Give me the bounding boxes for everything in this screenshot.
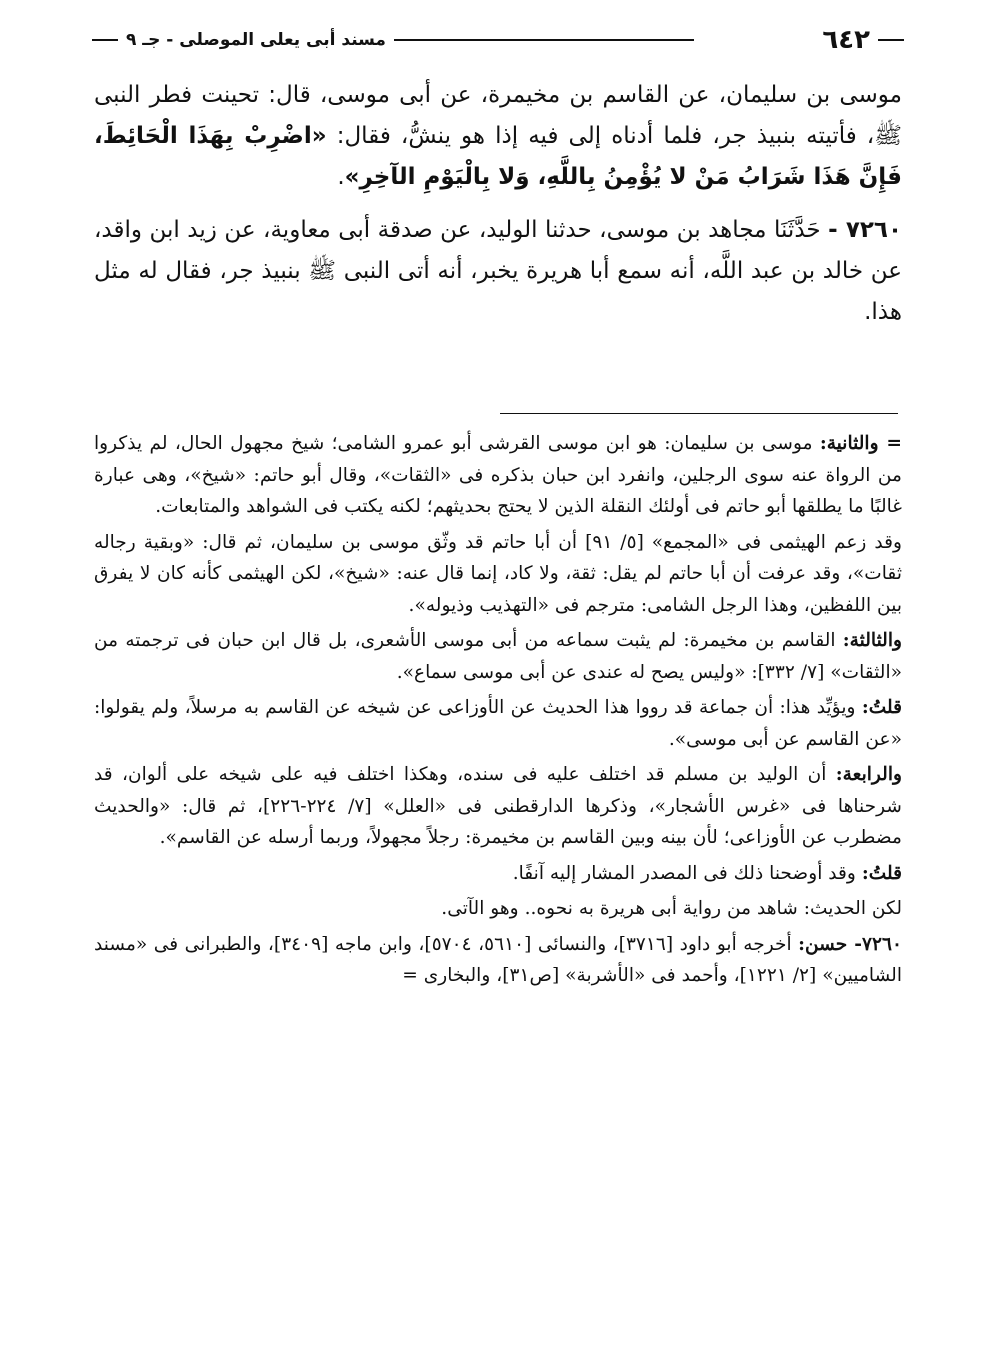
header-title-group xyxy=(92,30,694,50)
footnote-lead: والرابعة: xyxy=(835,764,902,785)
footnote-paragraph xyxy=(94,929,902,992)
footnote-lead: = والثانية: xyxy=(819,433,902,454)
header-rule xyxy=(394,39,694,41)
footnote-paragraph xyxy=(94,428,902,523)
footnote-paragraph xyxy=(94,692,902,755)
hadith-paragraph xyxy=(94,210,902,333)
footnote-text: أن الوليد بن مسلم قد اختلف عليه فى سنده، وهكذا اختلف فيه على شيخه على ألوان، قد شرحناها فى «غرس الأشجار»، وذكرها الدارقطنى فى «العلل» [٧/ ٢٢٤-٢٢٦]، ثم قال: «والحديث مضطرب عن الأوزاعى؛ لأن بينه وبين القاسم بن مخيمرة: رجلاً مجهولاً، وربما أرسله عن القاسم». xyxy=(94,764,902,848)
footnote-text: لكن الحديث: شاهد من رواية أبى هريرة به نحوه.. وهو الآتى. xyxy=(441,898,902,919)
footnote-text: ويؤيِّد هذا: أن جماعة قد رووا هذا الحديث عن الأوزاعى عن شيخه عن القاسم به مرسلاً، ولم يقولوا: «عن القاسم عن أبى موسى». xyxy=(94,697,902,750)
footnote-paragraph xyxy=(94,759,902,854)
footnote-paragraph xyxy=(94,893,902,925)
footnote-paragraph xyxy=(94,527,902,622)
footnote-text: القاسم بن مخيمرة: لم يثبت سماعه من أبى موسى الأشعرى، بل قال ابن حبان فى ترجمته من «الثقات» [٧/ ٣٣٢]: «وليس يصح له عندى عن أبى موسى سماع». xyxy=(94,630,902,683)
page-number: ٦٤٢ xyxy=(822,25,870,55)
footnote-text: أخرجه أبو داود [٣٧١٦]، والنسائى [٥٦١٠، ٥٧٠٤]، وابن ماجه [٣٤٠٩]، والطبرانى فى «مسند الشاميين» [٢/ ١٢٢١]، وأحمد فى «الأشربة» [ص٣١]، والبخارى = xyxy=(94,933,902,986)
header-dash xyxy=(92,39,118,41)
footnote-paragraph xyxy=(94,625,902,688)
hadith-body: حَدَّثَنَا مجاهد بن موسى، حدثنا الوليد، عن صدقة أبى معاوية، عن زيد ابن واقد، عن خالد بن عبد اللَّه، أنه سمع أبا هريرة يخبر، أنه أتى النبى ﷺ بنبيذ جر، فقال له مثل هذا. xyxy=(94,217,902,325)
running-title: مسند أبى يعلى الموصلى - جـ ٩ xyxy=(126,30,386,50)
hadith-text xyxy=(94,75,902,333)
hadith-matn: «اضْرِبْ بِهَذَا الْحَائِطَ، فَإِنَّ هَذَا شَرَابُ مَنْ لا يُؤْمِنُ بِاللَّهِ، وَلا بِالْيَوْمِ الآخِرِ» xyxy=(94,123,902,190)
isnad-text: موسى بن سليمان، عن القاسم بن مخيمرة، عن أبى موسى، قال: تحينت فطر النبى ﷺ، فأتيته بنبيذ جر، فلما أدناه إلى فيه إذا هو ينشُّ، فقال: xyxy=(94,82,903,149)
footnote-lead: قلتُ: xyxy=(861,697,902,718)
footnote-lead: والثالثة: xyxy=(842,630,902,651)
footnote-text: وقد زعم الهيثمى فى «المجمع» [٥/ ٩١] أن أبا حاتم قد وثّق موسى بن سليمان، ثم قال: «وبقية رجاله ثقات»، وقد عرفت أن أبا حاتم لم يقل: ثقة، ولا كاد، إنما قال عنه: «شيخ»، لكن الهيثمى كأنه كان لا يفرق بين اللفظين، وهذا الرجل الشامى: مترجم فى «التهذيب وذيوله». xyxy=(94,531,902,616)
running-header xyxy=(92,22,904,58)
footnotes xyxy=(94,428,902,992)
header-page-number-group xyxy=(822,25,904,55)
footnote-text: موسى بن سليمان: هو ابن موسى القرشى أبو عمرو الشامى؛ شيخ مجهول الحال، لم يذكروا من الرواة عنه سوى الرجلين، وانفرد ابن حبان بذكره فى «الثقات»، وقال أبو حاتم: «شيخ»، وهى عبارة غالبًا ما يطلقها أبو حاتم فى أولئك النقلة الذين لا يحتج بحديثهم؛ لكنه يكتب فى الشواهد والمتابعات. xyxy=(94,433,902,517)
footnote-lead: قلتُ: xyxy=(861,862,902,884)
hadith-paragraph xyxy=(94,75,902,198)
hadith-number: ٧٢٦٠ - xyxy=(828,217,903,243)
hadith-end: . xyxy=(337,164,345,190)
footnote-separator xyxy=(500,413,898,414)
footnote-lead: ٧٢٦٠- حسن: xyxy=(798,933,902,955)
footnote-text: وقد أوضحنا ذلك فى المصدر المشار إليه آنفًا. xyxy=(512,862,862,884)
header-dash xyxy=(878,39,904,41)
footnote-paragraph xyxy=(94,858,902,890)
